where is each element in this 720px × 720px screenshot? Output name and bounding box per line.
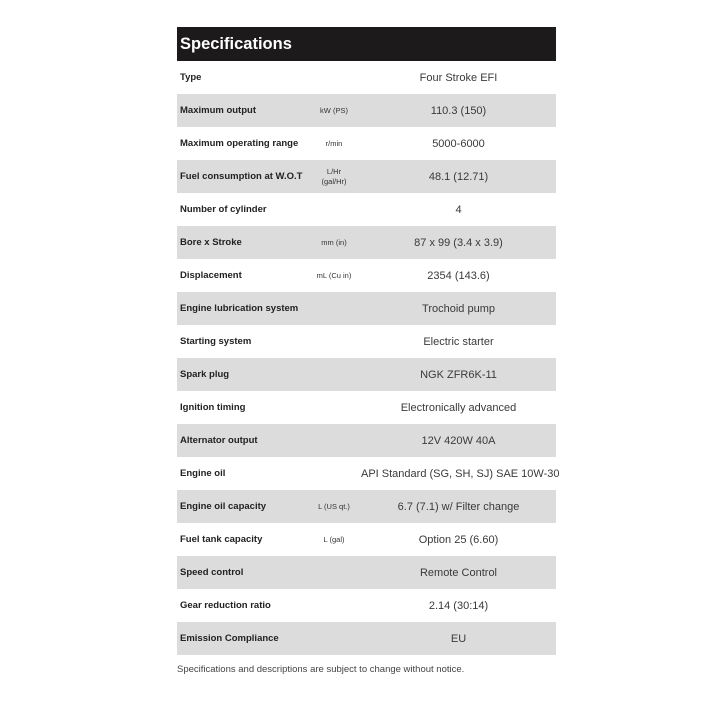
spec-value: 6.7 (7.1) w/ Filter change xyxy=(397,500,520,513)
spec-sheet xyxy=(177,27,560,655)
spec-value: EU xyxy=(450,632,467,645)
spec-value: Electric starter xyxy=(423,335,494,348)
spec-label: Starting system xyxy=(180,336,252,347)
spec-unit: L (gal) xyxy=(323,534,345,544)
spec-label: Maximum output xyxy=(180,105,256,116)
spec-label: Emission Compliance xyxy=(180,633,279,644)
spec-label: Fuel consumption at W.O.T xyxy=(180,171,303,182)
spec-label: Type xyxy=(180,72,202,83)
disclaimer-footnote: Specifications and descriptions are subject to change without notice. xyxy=(177,664,465,675)
spec-value: 12V 420W 40A xyxy=(421,434,496,447)
spec-row-number-of-cylinder xyxy=(177,193,556,226)
spec-label: Bore x Stroke xyxy=(180,237,242,248)
spec-unit: mm (in) xyxy=(321,237,347,247)
spec-value: Option 25 (6.60) xyxy=(418,533,499,546)
spec-label: Displacement xyxy=(180,270,242,281)
spec-value: 2.14 (30:14) xyxy=(428,599,489,612)
spec-label: Speed control xyxy=(180,567,244,578)
spec-unit: L/Hr (gal/Hr) xyxy=(321,167,347,186)
spec-row-engine-lubrication-system xyxy=(177,292,556,325)
spec-label: Gear reduction ratio xyxy=(180,600,271,611)
spec-value: Electronically advanced xyxy=(400,401,517,414)
spec-table xyxy=(177,61,560,655)
spec-unit: r/min xyxy=(325,138,343,148)
spec-label: Alternator output xyxy=(180,435,258,446)
spec-label: Fuel tank capacity xyxy=(180,534,263,545)
spec-value: NGK ZFR6K-11 xyxy=(420,368,497,381)
spec-row-fuel-consumption xyxy=(177,160,556,193)
spec-row-maximum-operating-range xyxy=(177,127,556,160)
spec-label: Number of cylinder xyxy=(180,204,267,215)
spec-row-engine-oil-capacity xyxy=(177,490,556,523)
spec-row-speed-control xyxy=(177,556,556,589)
spec-row-alternator-output xyxy=(177,424,556,457)
spec-row-ignition-timing xyxy=(177,391,556,424)
spec-value: 2354 (143.6) xyxy=(427,269,490,282)
spec-row-engine-oil xyxy=(177,457,560,490)
spec-value: 4 xyxy=(455,203,462,216)
spec-row-gear-reduction-ratio xyxy=(177,589,556,622)
spec-value: 110.3 (150) xyxy=(430,104,487,117)
spec-label: Engine lubrication system xyxy=(180,303,299,314)
spec-label: Ignition timing xyxy=(180,402,246,413)
spec-unit: L (US qt.) xyxy=(318,501,350,511)
spec-value: 5000-6000 xyxy=(432,137,485,150)
spec-row-bore-x-stroke xyxy=(177,226,556,259)
spec-value: API Standard (SG, SH, SJ) SAE 10W-30 xyxy=(361,467,560,480)
spec-label: Engine oil capacity xyxy=(180,501,267,512)
spec-value: 87 x 99 (3.4 x 3.9) xyxy=(414,236,503,249)
spec-row-starting-system xyxy=(177,325,556,358)
spec-unit: mL (Cu in) xyxy=(316,270,352,280)
spec-value: Four Stroke EFI xyxy=(419,71,498,84)
spec-row-displacement xyxy=(177,259,556,292)
spec-row-fuel-tank-capacity xyxy=(177,523,556,556)
spec-row-emission-compliance xyxy=(177,622,556,655)
spec-label: Maximum operating range xyxy=(180,138,299,149)
spec-label: Engine oil xyxy=(180,468,226,479)
spec-value: 48.1 (12.71) xyxy=(428,170,489,183)
spec-label: Spark plug xyxy=(180,369,230,380)
spec-value: Trochoid pump xyxy=(422,302,495,315)
spec-unit: kW (PS) xyxy=(320,105,348,115)
spec-row-maximum-output xyxy=(177,94,556,127)
spec-row-type xyxy=(177,61,556,94)
spec-sheet-title: Specifications xyxy=(177,27,556,61)
spec-row-spark-plug xyxy=(177,358,556,391)
spec-value: Remote Control xyxy=(419,566,498,579)
